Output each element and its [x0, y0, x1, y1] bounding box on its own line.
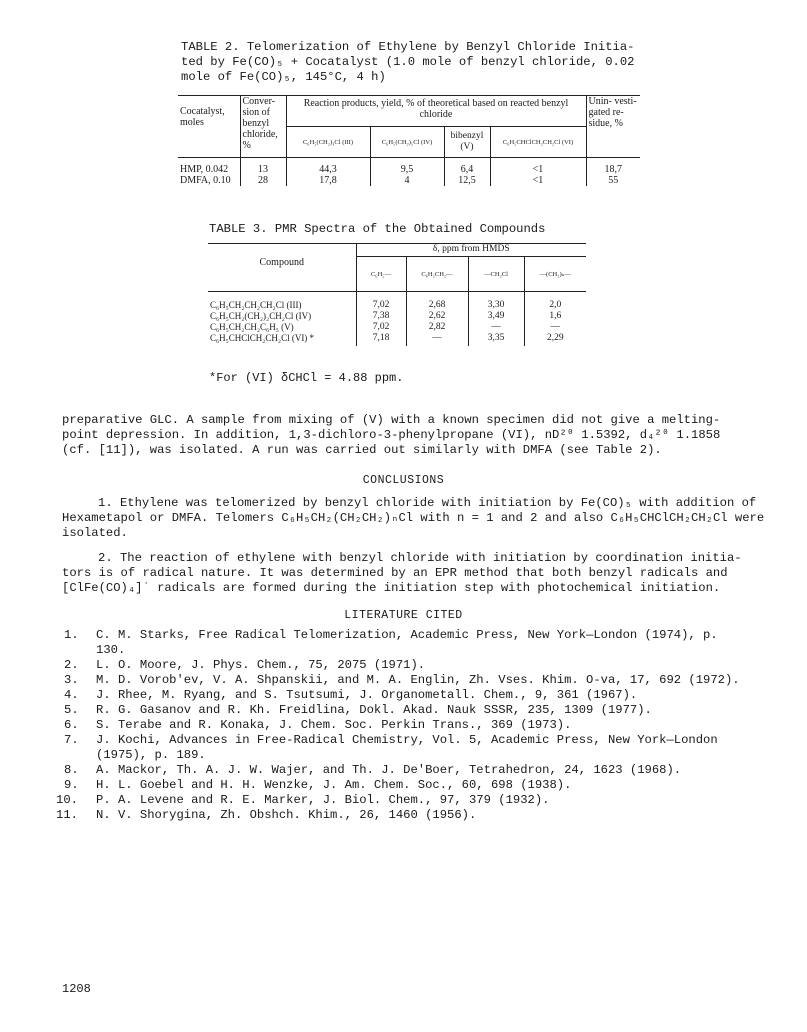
cell-ch2cl: 3,35 [468, 333, 524, 346]
reference-text: (1975), p. 189. [96, 748, 206, 762]
header-compound: Compound [208, 244, 356, 292]
header-conversion: Conver- sion of benzyl chloride, % [240, 96, 286, 158]
reference-text: R. G. Gasanov and R. Kh. Freidlina, Dokl. Akad. Nauk SSSR, 235, 1309 (1977). [96, 703, 652, 717]
subheader-v: bibenzyl (V) [444, 127, 490, 158]
cell-ch2cl: 3,30 [468, 292, 524, 312]
cell-residue: 55 [608, 175, 619, 186]
text-line: 1. Ethylene was telomerized by benzyl chloride with initiation by Fe(CO)₅ with addition of [98, 496, 757, 510]
cell-c6h5: 7,38 [356, 311, 406, 322]
cell-compound: C₆H₅CH₂CH₂CH₂Cl (III) [208, 292, 356, 312]
table-row [178, 158, 640, 176]
reference-text: 130. [96, 643, 126, 657]
cell-cocatalyst: DMFA, 0.10 [178, 175, 240, 186]
intro-paragraph [62, 413, 752, 458]
table-row [208, 333, 586, 346]
cell-v: 6,4 [444, 158, 490, 176]
cell-vi: <1 [490, 158, 586, 176]
header-products: Reaction products, yield, % of theoretical based on reacted benzyl chloride [286, 96, 586, 127]
reference-item [56, 658, 756, 673]
cell-ch2n: — [550, 322, 560, 332]
text-line: 2. The reaction of ethylene with benzyl chloride with initiation by coordination initia- [98, 551, 742, 565]
subheader-c6h5: C₆H₅— [356, 257, 406, 292]
subheader-iv: C₆H₅(CH₂)₅Cl (IV) [370, 127, 444, 158]
cell-cocatalyst: HMP, 0.042 [178, 158, 240, 176]
cell-c6h5: 7,02 [356, 322, 406, 333]
reference-number: 11. [56, 808, 78, 822]
reference-text: J. Kochi, Advances in Free-Radical Chemistry, Vol. 5, Academic Press, New York—London [96, 733, 718, 747]
cell-residue: 18,7 [604, 164, 622, 175]
reference-item [56, 628, 756, 658]
cell-c6h5ch2: — [406, 333, 468, 346]
reference-number: 6. [64, 718, 79, 732]
reference-text: P. A. Levene and R. E. Marker, J. Biol. Chem., 97, 379 (1932). [96, 793, 550, 807]
reference-text: S. Terabe and R. Konaka, J. Chem. Soc. Perkin Trans., 369 (1973). [96, 718, 572, 732]
reference-text: M. D. Vorob'ev, V. A. Shpanskii, and M. A. Englin, Zh. Vses. Khim. O-va, 17, 692 (1972). [96, 673, 740, 687]
reference-number: 3. [64, 673, 79, 687]
reference-item [56, 763, 756, 778]
table3 [208, 243, 586, 346]
caption-line: ted by Fe(CO)₅ + Cocatalyst (1.0 mole of benzyl chloride, 0.02 [181, 55, 635, 69]
text-line: point depression. In addition, 1,3-dichloro-3-phenylpropane (VI), nD²⁰ 1.5392, d₄²⁰ 1.1858 [62, 428, 721, 442]
cell-compound: C₆H₅CHClCH₂CH₂Cl (VI) * [208, 333, 356, 346]
cell-conversion: 28 [240, 175, 286, 186]
cell-conversion: 13 [240, 158, 286, 176]
cell-ch2n: 2,29 [546, 333, 564, 343]
caption-line: mole of Fe(CO)₅, 145°C, 4 h) [181, 70, 386, 84]
table3-footnote: *For (VI) δCHCl = 4.88 ppm. [209, 371, 404, 385]
cell-c6h5ch2: 2,62 [406, 311, 468, 322]
cell-ch2cl: — [468, 322, 524, 333]
reference-text: N. V. Shorygina, Zh. Obshch. Khim., 26, 1460 (1956). [96, 808, 477, 822]
reference-number: 4. [64, 688, 79, 702]
header-cocatalyst: Cocatalyst, moles [178, 96, 240, 158]
caption-line: TABLE 2. Telomerization of Ethylene by Benzyl Chloride Initia- [181, 40, 635, 54]
text-line: (cf. [11]), was isolated. A run was carried out similarly with DMFA (see Table 2). [62, 443, 662, 457]
cell-iv: 4 [370, 175, 444, 186]
reference-text: H. L. Goebel and H. H. Wenzke, J. Am. Chem. Soc., 60, 698 (1938). [96, 778, 572, 792]
reference-item [56, 718, 756, 733]
reference-text: C. M. Starks, Free Radical Telomerization, Academic Press, New York—London (1974), p. [96, 628, 718, 642]
reference-item [56, 703, 756, 718]
text-line: [ClFe(CO)₄]˙ radicals are formed during the initiation step with photochemical initiation. [62, 581, 721, 595]
table-row [208, 322, 586, 333]
reference-text: L. O. Moore, J. Phys. Chem., 75, 2075 (1971). [96, 658, 426, 672]
conclusions-heading: CONCLUSIONS [362, 474, 445, 487]
cell-ch2n: 2,0 [549, 300, 562, 310]
page-number: 1208 [62, 982, 91, 996]
reference-number: 7. [64, 733, 79, 747]
reference-number: 10. [56, 793, 78, 807]
cell-c6h5ch2: 2,82 [406, 322, 468, 333]
cell-c6h5ch2: 2,68 [406, 292, 468, 312]
reference-number: 8. [64, 763, 79, 777]
table2-caption [181, 40, 661, 85]
reference-text: J. Rhee, M. Ryang, and S. Tsutsumi, J. Organometall. Chem., 9, 361 (1967). [96, 688, 638, 702]
cell-ch2n: 1,6 [549, 311, 562, 321]
text-line: preparative GLC. A sample from mixing of (V) with a known specimen did not give a melting- [62, 413, 721, 427]
subheader-ch2n: —(CH₂)ₙ— [524, 257, 586, 292]
reference-text: A. Mackor, Th. A. J. W. Wajer, and Th. J. De'Boer, Tetrahedron, 24, 1623 (1968). [96, 763, 682, 777]
cell-iii: 44,3 [286, 158, 370, 176]
table-row [208, 292, 586, 312]
reference-list [56, 628, 756, 823]
cell-iii: 17,8 [286, 175, 370, 186]
cell-c6h5: 7,02 [356, 292, 406, 312]
cell-v: 12,5 [444, 175, 490, 186]
cell-compound: C₆H₅CH₂CH₂C₆H₅ (V) [208, 322, 356, 333]
reference-number: 5. [64, 703, 79, 717]
subheader-c6h5ch2: C₆H₅CH₂— [406, 257, 468, 292]
table-row [208, 311, 586, 322]
reference-item [56, 673, 756, 688]
text-line: tors is of radical nature. It was determined by an EPR method that both benzyl radicals and [62, 566, 728, 580]
table3-caption: TABLE 3. PMR Spectra of the Obtained Compounds [209, 222, 546, 236]
cell-vi: <1 [490, 175, 586, 186]
conclusion-1 [62, 496, 765, 541]
table-row [178, 175, 640, 186]
literature-heading: LITERATURE CITED [344, 609, 463, 622]
text-line: isolated. [62, 526, 128, 540]
reference-item [56, 733, 756, 763]
text-line: Hexametapol or DMFA. Telomers C₆H₅CH₂(CH₂CH₂)ₙCl with n = 1 and 2 and also C₆H₅CHClCH₂CH₂Cl were [62, 511, 765, 525]
table2 [178, 95, 640, 186]
cell-ch2cl: 3,49 [468, 311, 524, 322]
reference-item [56, 793, 756, 808]
reference-item [56, 778, 756, 793]
reference-number: 2. [64, 658, 79, 672]
reference-number: 9. [64, 778, 79, 792]
header-shift: δ, ppm from HMDS [356, 244, 586, 257]
subheader-ch2cl: —CH₂Cl [468, 257, 524, 292]
reference-item [56, 808, 756, 823]
conclusion-2 [62, 551, 752, 596]
cell-c6h5: 7,18 [356, 333, 406, 346]
cell-compound: C₆H₅CH₂(CH₂)₂CH₂Cl (IV) [208, 311, 356, 322]
subheader-iii: C₆H₅(CH₂)₃Cl (III) [286, 127, 370, 158]
cell-iv: 9,5 [370, 158, 444, 176]
header-residue: Unin- vesti- gated re- sidue, % [586, 96, 640, 158]
subheader-vi: C₆H₅CHClCH₂CH₂Cl (VI) [490, 127, 586, 158]
reference-item [56, 688, 756, 703]
reference-number: 1. [64, 628, 79, 642]
